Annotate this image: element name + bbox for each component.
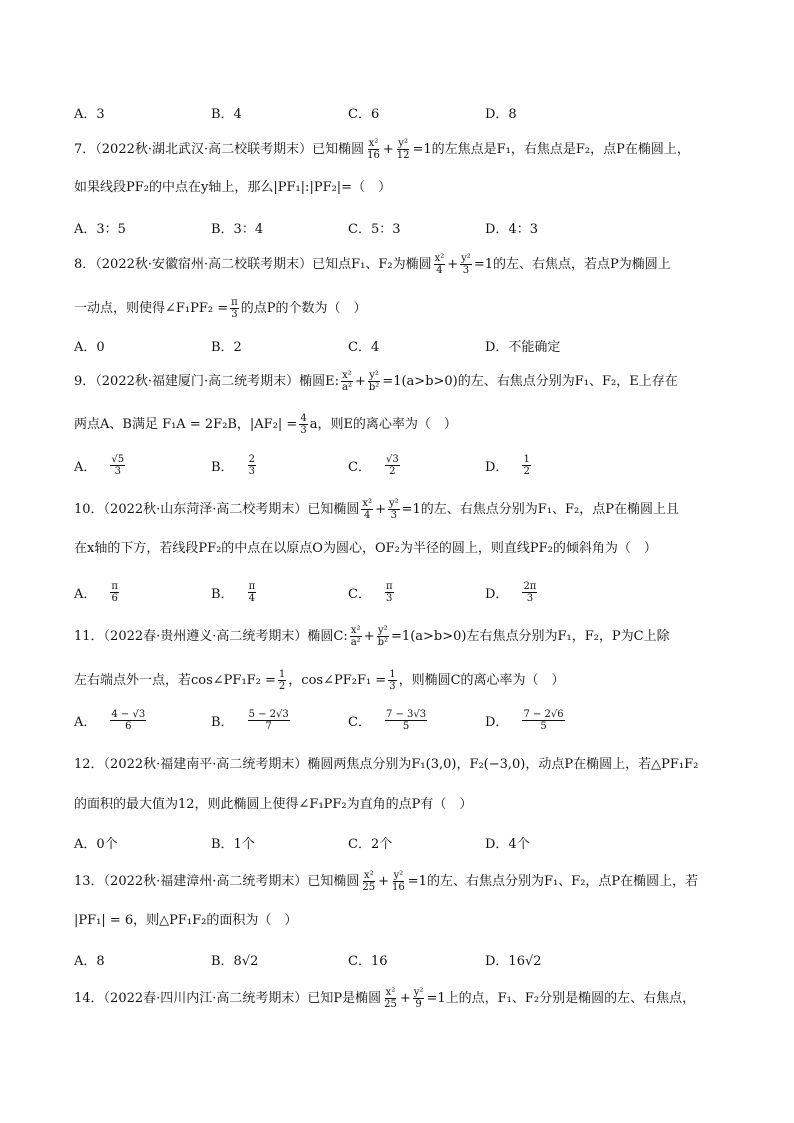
q7-option-b[interactable]: B．3：4	[211, 221, 264, 237]
q11-prefix: 11．（2022春·贵州遵义·高二统考期末）椭圆C:	[74, 628, 348, 644]
q12-option-a[interactable]: A．0个	[74, 836, 118, 852]
q11-options	[74, 706, 774, 734]
q9-option-d[interactable]: D． $\frac{1}{2}$	[485, 453, 530, 477]
q10-frac2: $\frac{\text{y²}}{3}$	[388, 498, 399, 521]
q8-mid: =1的左、右焦点，若点P为椭圆上	[473, 256, 671, 272]
q11-option-a[interactable]: A． $\frac{4 - √3}{6}$	[74, 708, 146, 732]
q14-mid: =1上的点，F₁、F₂分别是椭圆的左、右焦点，	[426, 990, 696, 1006]
q13-option-d[interactable]: D．16√2	[485, 953, 542, 969]
q7-mid: =1的左焦点是F₁，右焦点是F₂，点P在椭圆上，	[412, 141, 690, 157]
q14-frac1: $\frac{\text{x²}}{25}$	[384, 987, 397, 1010]
q10-stem-line1: 10．（2022秋·山东菏泽·高二校考期末）已知椭圆 $\frac{\text{x²}}{4}$ + $\frac{\text{y²}}{3}$ =1的左、右焦点分别为F₁、F₂，点P在椭圆上且	[74, 498, 680, 521]
q11-mid: =1(a>b>0)左右焦点分别为F₁，F₂，P为C上除	[391, 628, 670, 644]
q12-option-b[interactable]: B．1个	[211, 836, 255, 852]
q11-line2b: ，cos∠PF₂F₁ =	[288, 672, 387, 688]
q7-options	[74, 213, 774, 241]
q12-option-d[interactable]: D．4个	[485, 836, 530, 852]
q9-option-b[interactable]: B． $\frac{2}{3}$	[211, 453, 255, 477]
q13-options	[74, 945, 774, 973]
q11-stem-line1: 11．（2022春·贵州遵义·高二统考期末）椭圆C: $\frac{\text{x²}}{\text{a²}}$ + $\frac{\text{y²}}{\text{b²}}$ =1(a>b>0)左右焦点分别为F₁，F₂，P为C上除	[74, 625, 670, 648]
q6-option-a[interactable]: A．3	[74, 106, 105, 122]
q7-option-d[interactable]: D．4：3	[485, 221, 538, 237]
q6-option-c[interactable]: C．6	[348, 106, 380, 122]
q13-prefix: 13．（2022秋·福建漳州·高二统考期末）已知椭圆	[74, 873, 360, 889]
q9-mid: =1(a>b>0)的左、右焦点分别为F₁、F₂，E上存在	[382, 373, 678, 389]
q8-frac3: $\frac{\pi}{3}$	[231, 297, 238, 320]
q9-prefix: 9．（2022秋·福建厦门·高二统考期末）椭圆E:	[74, 373, 339, 389]
q8-option-c[interactable]: C．4	[348, 339, 380, 355]
q6-options	[74, 98, 774, 126]
q9-stem-line1: 9．（2022秋·福建厦门·高二统考期末）椭圆E: $\frac{\text{x²}}{\text{a²}}$ + $\frac{\text{y²}}{\text{b²}}$ =1(a>b>0)的左、右焦点分别为F₁、F₂，E上存在	[74, 370, 678, 393]
q13-option-a[interactable]: A．8	[74, 953, 105, 969]
q12-stem-line1: 12．（2022秋·福建南平·高二统考期末）椭圆两焦点分别为F₁(3,0)，F₂(−3,0)，动点P在椭圆上，若△PF₁F₂	[74, 757, 699, 772]
q7-stem-line1: 7．（2022秋·湖北武汉·高二校联考期末）已知椭圆 $\frac{\text{x²}}{16}$ + $\frac{\text{y²}}{12}$ =1的左焦点是F₁，右焦点是F₂，点P在椭圆上，	[74, 138, 690, 161]
q13-stem-line1: 13．（2022秋·福建漳州·高二统考期末）已知椭圆 $\frac{\text{x²}}{25}$ + $\frac{\text{y²}}{16}$ =1的左、右焦点分别为F₁、F₂，点P在椭圆上，若	[74, 870, 699, 893]
q10-options	[74, 578, 774, 606]
q8-options	[74, 331, 774, 359]
q7-stem-line2: 如果线段PF₂的中点在y轴上，那么|PF₁|:|PF₂|=（ ）	[74, 180, 392, 195]
q9-option-c[interactable]: C． $\frac{√3}{2}$	[348, 453, 399, 477]
q9-line2b: a，则E的离心率为（ ）	[309, 416, 457, 432]
q13-stem-line2: |PF₁| = 6，则△PF₁F₂的面积为（ ）	[74, 913, 298, 928]
q7-frac2: $\frac{\text{y²}}{12}$	[396, 138, 410, 161]
q8-line2a: 一动点，则使得∠F₁PF₂ =	[74, 300, 229, 316]
q10-prefix: 10．（2022秋·山东菏泽·高二校考期末）已知椭圆	[74, 501, 360, 517]
q8-frac2: $\frac{\text{y²}}{3}$	[461, 253, 471, 276]
q13-mid: =1的左、右焦点分别为F₁、F₂，点P在椭圆上，若	[407, 873, 699, 889]
q9-frac2: $\frac{\text{y²}}{\text{b²}}$	[368, 370, 380, 393]
q14-prefix: 14．（2022春·四川内江·高二统考期末）已知P是椭圆	[74, 990, 382, 1006]
q8-option-d[interactable]: D．不能确定	[485, 339, 561, 355]
q11-option-c[interactable]: C． $\frac{7 - 3√3}{5}$	[348, 708, 427, 732]
q10-option-d[interactable]: D． $\frac{2\pi}{3}$	[485, 580, 537, 604]
q12-options	[74, 828, 774, 856]
q11-frac3: $\frac{1}{2}$	[278, 669, 286, 692]
q8-frac1: $\frac{\text{x²}}{4}$	[434, 253, 445, 276]
q10-option-b[interactable]: B． $\frac{\pi}{4}$	[211, 580, 256, 604]
q12-stem-line2: 的面积的最大值为12，则此椭圆上使得∠F₁PF₂为直角的点P有（ ）	[74, 797, 473, 812]
q10-mid: =1的左、右焦点分别为F₁、F₂，点P在椭圆上且	[401, 501, 680, 517]
q11-frac1: $\frac{\text{x²}}{\text{a²}}$	[350, 625, 361, 648]
q6-option-d[interactable]: D．8	[485, 106, 517, 122]
q9-frac3: $\frac{4}{3}$	[300, 413, 307, 436]
q7-option-c[interactable]: C．5：3	[348, 221, 401, 237]
q8-prefix: 8．（2022秋·安徽宿州·高二校联考期末）已知点F₁、F₂为椭圆	[74, 256, 432, 272]
q13-frac2: $\frac{\text{y²}}{16}$	[392, 870, 405, 893]
q9-stem-line2	[74, 413, 754, 436]
q7-prefix: 7．（2022秋·湖北武汉·高二校联考期末）已知椭圆	[74, 141, 365, 157]
q14-stem-line1: 14．（2022春·四川内江·高二统考期末）已知P是椭圆 $\frac{\text{x²}}{25}$ + $\frac{\text{y²}}{9}$ =1上的点，F₁、F₂分别是椭圆的左、右焦点，	[74, 987, 696, 1010]
q8-stem-line2	[74, 297, 754, 320]
q12-option-c[interactable]: C．2个	[348, 836, 393, 852]
q11-option-d[interactable]: D． $\frac{7 - 2√6}{5}$	[485, 708, 564, 732]
q7-option-a[interactable]: A．3：5	[74, 221, 126, 237]
q11-frac4: $\frac{1}{3}$	[389, 669, 396, 692]
q10-option-a[interactable]: A． $\frac{\pi}{6}$	[74, 580, 118, 604]
q9-options	[74, 451, 774, 479]
q13-option-c[interactable]: C．16	[348, 953, 388, 969]
q11-frac2: $\frac{\text{y²}}{\text{b²}}$	[377, 625, 389, 648]
q11-stem-line2	[74, 669, 754, 692]
q11-line2a: 左右端点外一点，若cos∠PF₁F₂ =	[74, 672, 276, 688]
q10-option-c[interactable]: C． $\frac{\pi}{3}$	[348, 580, 393, 604]
q7-frac1: $\frac{\text{x²}}{16}$	[367, 138, 380, 161]
q10-frac1: $\frac{\text{x²}}{4}$	[362, 498, 373, 521]
q11-option-b[interactable]: B． $\frac{5 - 2√3}{7}$	[211, 708, 289, 732]
q13-frac1: $\frac{\text{x²}}{25}$	[362, 870, 376, 893]
q10-stem-line2: 在x轴的下方，若线段PF₂的中点在以原点O为圆心，OF₂为半径的圆上，则直线PF₂的倾斜角为（ ）	[74, 541, 657, 556]
q8-option-b[interactable]: B．2	[211, 339, 242, 355]
q6-option-b[interactable]: B．4	[211, 106, 242, 122]
q9-frac1: $\frac{\text{x²}}{\text{a²}}$	[342, 370, 352, 393]
q14-frac2: $\frac{\text{y²}}{9}$	[413, 987, 424, 1010]
q8-option-a[interactable]: A．0	[74, 339, 105, 355]
q8-line2b: 的点P的个数为（ ）	[240, 300, 367, 316]
q9-line2a: 两点A、B满足 F₁A = 2F₂B，|AF₂| =	[74, 416, 298, 432]
q13-option-b[interactable]: B．8√2	[211, 953, 259, 969]
q11-line2c: ，则椭圆C的离心率为（ ）	[398, 672, 565, 688]
q9-option-a[interactable]: A． $\frac{√5}{3}$	[74, 453, 125, 477]
q8-stem-line1: 8．（2022秋·安徽宿州·高二校联考期末）已知点F₁、F₂为椭圆 $\frac{\text{x²}}{4}$ + $\frac{\text{y²}}{3}$ =1的左、右焦点，若点P为椭圆上	[74, 253, 671, 276]
